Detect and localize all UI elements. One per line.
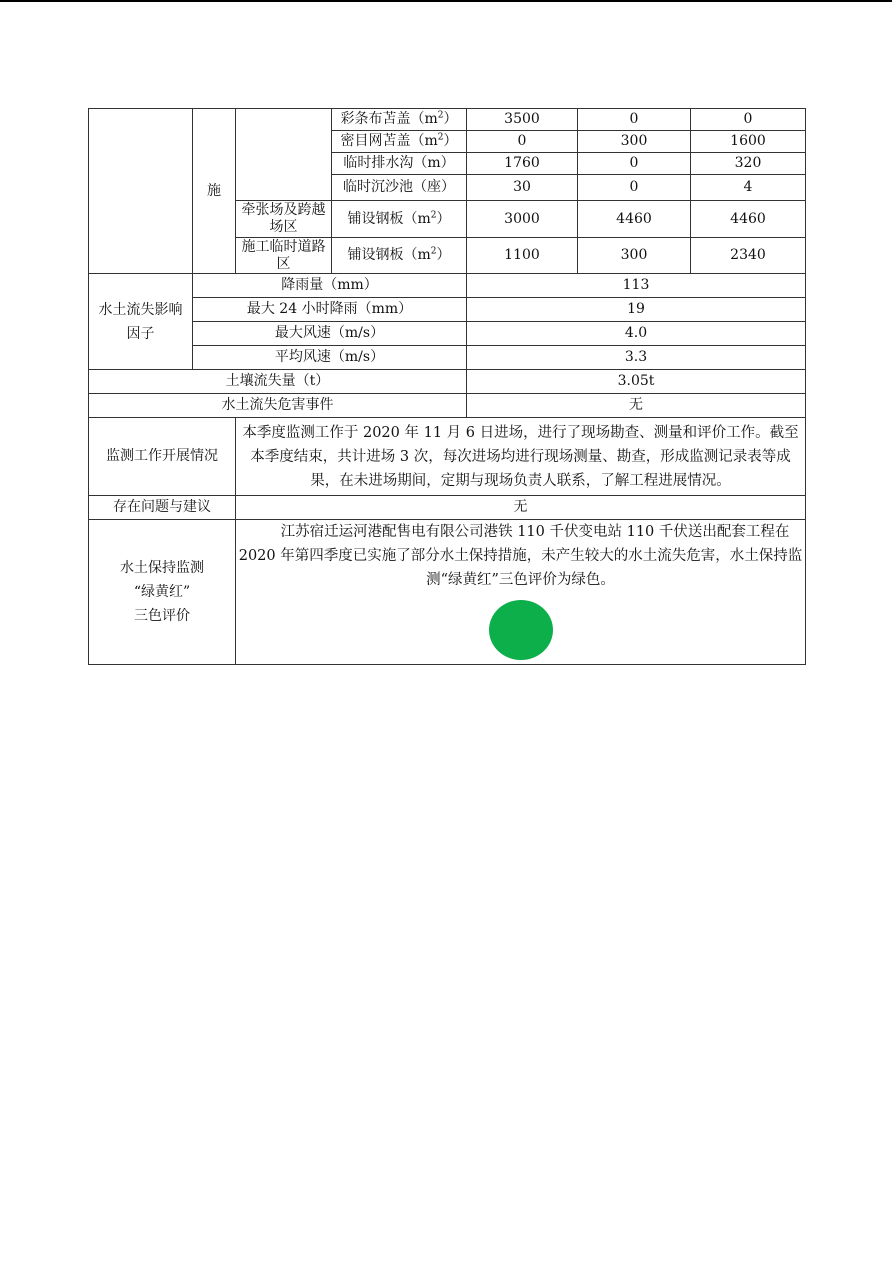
factor-label: 降雨量（mm） bbox=[193, 274, 467, 298]
soil-loss-value: 3.05t bbox=[467, 370, 806, 394]
factor-label: 最大风速（m/s） bbox=[193, 322, 467, 346]
facility-label: 施 bbox=[193, 109, 236, 274]
issues-label: 存在问题与建议 bbox=[89, 496, 236, 520]
monitoring-report-table bbox=[88, 108, 806, 665]
factors-group-label: 水土流失影响因子 bbox=[89, 274, 193, 370]
table-row bbox=[89, 370, 806, 394]
rating-label-line: “绿黄红” bbox=[133, 584, 191, 600]
value-cell: 300 bbox=[578, 238, 691, 274]
factor-value: 3.3 bbox=[467, 346, 806, 370]
value-cell: 0 bbox=[578, 153, 691, 175]
value-cell: 1760 bbox=[467, 153, 578, 175]
factor-value: 4.0 bbox=[467, 322, 806, 346]
factor-value: 19 bbox=[467, 298, 806, 322]
rating-cell bbox=[236, 520, 806, 665]
rating-label-line: 水土保持监测 bbox=[120, 560, 204, 576]
table-row bbox=[89, 346, 806, 370]
hazard-label: 水土流失危害事件 bbox=[89, 394, 467, 418]
area-name: 牵张场及跨越场区 bbox=[236, 201, 332, 238]
rating-text: 江苏宿迁运河港配售电有限公司港铁 110 千伏变电站 110 千伏送出配套工程在 2020 年第四季度已实施了部分水土保持措施，未产生较大的水土流失危害，水土保持监测“绿黄红”三色评价为绿色。 bbox=[238, 524, 803, 588]
hazard-value: 无 bbox=[467, 394, 806, 418]
value-cell: 0 bbox=[467, 131, 578, 153]
blank-category-cell bbox=[89, 109, 193, 274]
green-rating-circle bbox=[489, 600, 553, 660]
value-cell: 1100 bbox=[467, 238, 578, 274]
rating-label-line: 三色评价 bbox=[134, 608, 190, 624]
area-name: 施工临时道路区 bbox=[236, 238, 332, 274]
value-cell: 0 bbox=[691, 109, 806, 131]
measure-name: 临时排水沟（m） bbox=[332, 153, 467, 175]
table-row bbox=[89, 109, 806, 131]
value-cell: 3000 bbox=[467, 201, 578, 238]
measure-name: 铺设钢板$(m^2)$ bbox=[332, 238, 467, 274]
factor-label: 平均风速（m/s） bbox=[193, 346, 467, 370]
table-row bbox=[89, 496, 806, 520]
table-row bbox=[89, 274, 806, 298]
table-row bbox=[89, 298, 806, 322]
table-row bbox=[89, 394, 806, 418]
value-cell: 4 bbox=[691, 175, 806, 201]
measure-name: 铺设钢板$(m^2)$ bbox=[332, 201, 467, 238]
value-cell: 300 bbox=[578, 131, 691, 153]
monitoring-label: 监测工作开展情况 bbox=[89, 418, 236, 496]
soil-loss-label: 土壤流失量（t） bbox=[89, 370, 467, 394]
value-cell: 3500 bbox=[467, 109, 578, 131]
measure-name: 密目网苫盖$(m^2)$ bbox=[332, 131, 467, 153]
table-row bbox=[89, 322, 806, 346]
value-cell: 0 bbox=[578, 109, 691, 131]
value-cell: 1600 bbox=[691, 131, 806, 153]
issues-value: 无 bbox=[236, 496, 806, 520]
blank-area-cell bbox=[236, 109, 332, 201]
value-cell: 2340 bbox=[691, 238, 806, 274]
monitoring-text: 本季度监测工作于 2020 年 11 月 6 日进场，进行了现场勘查、测量和评价工作。截至本季度结束，共计进场 3 次，每次进场均进行现场测量、勘查，形成监测记录表等成果，在未进场期间，定期与现场负责人联系，了解工程进展情况。 bbox=[236, 418, 806, 496]
value-cell: 0 bbox=[578, 175, 691, 201]
measure-name: 临时沉沙池（座） bbox=[332, 175, 467, 201]
value-cell: 320 bbox=[691, 153, 806, 175]
table-row bbox=[89, 418, 806, 496]
factor-label: 最大 24 小时降雨（mm） bbox=[193, 298, 467, 322]
measure-name: 彩条布苫盖$(m^2)$ bbox=[332, 109, 467, 131]
value-cell: 4460 bbox=[578, 201, 691, 238]
factor-value: 113 bbox=[467, 274, 806, 298]
value-cell: 30 bbox=[467, 175, 578, 201]
value-cell: 4460 bbox=[691, 201, 806, 238]
page-top-rule bbox=[0, 0, 892, 2]
table-row bbox=[89, 520, 806, 665]
rating-label bbox=[89, 520, 236, 665]
